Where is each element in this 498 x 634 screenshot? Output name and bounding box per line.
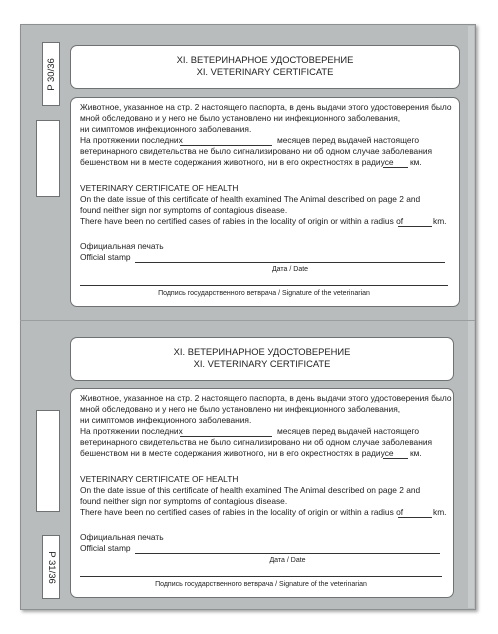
ru-radius-label: бешенством ни в месте содержания животного, ни в его окрестностях в радиусе: [80, 157, 394, 167]
radius-field-ru[interactable]: [383, 458, 408, 459]
ru-line: ни симптомов инфекционного заболевания.: [80, 124, 252, 134]
certificate-title-30: [70, 45, 460, 89]
certificate-body-31: [70, 388, 454, 598]
stamp-label-en: Official stamp: [80, 543, 131, 553]
ru-period-label: На протяжении последних: [80, 135, 183, 145]
photo-stub-31: [36, 410, 60, 512]
signature-field[interactable]: [80, 285, 448, 286]
en-line: found neither sign nor symptoms of contagious disease.: [80, 205, 288, 215]
radius-field-en[interactable]: [398, 226, 432, 227]
ru-period-label: На протяжении последних: [80, 426, 183, 436]
signature-field[interactable]: [80, 576, 442, 577]
ru-line: ветеринарного свидетельства не было сигнализировано ни об одном случае заболевания: [80, 437, 433, 447]
date-caption: Дата / Date: [271, 266, 309, 273]
en-line: found neither sign nor symptoms of contagious disease.: [80, 496, 288, 506]
signature-caption: Подпись государственного ветврача / Signature of the veterinarian: [158, 290, 370, 297]
title-en: XI. VETERINARY CERTIFICATE: [196, 66, 334, 77]
title-en: XI. VETERINARY CERTIFICATE: [193, 358, 331, 369]
ru-line: ни симптомов инфекционного заболевания.: [80, 415, 252, 425]
title-ru: XI. ВЕТЕРИНАРНОЕ УДОСТОВЕРЕНИЕ: [176, 54, 354, 65]
certificate-title-31: [70, 337, 454, 381]
ru-line: Животное, указанное на стр. 2 настоящего паспорта, в день выдачи этого удостоверения было: [80, 393, 452, 403]
page-edge: [468, 26, 474, 608]
ru-radius-unit: км.: [410, 157, 422, 167]
ru-radius-unit: км.: [410, 448, 422, 458]
stamp-label-en: Official stamp: [80, 252, 131, 262]
en-line: On the date issue of this certificate of health examined The Animal described on page 2 and: [80, 485, 421, 495]
date-caption: Дата / Date: [269, 557, 306, 564]
title-ru: XI. ВЕТЕРИНАРНОЕ УДОСТОВЕРЕНИЕ: [173, 346, 351, 357]
en-radius-label: There have been no certified cases of rabies in the locality of origin or within a radius of: [80, 216, 404, 226]
photo-stub-30: [36, 120, 60, 197]
ru-period-tail: месяцев перед выдачей настоящего: [277, 135, 420, 145]
en-radius-unit: km.: [433, 216, 447, 226]
ru-period-tail: месяцев перед выдачей настоящего: [277, 426, 420, 436]
certificate-body-30: [70, 97, 460, 307]
stamp-field[interactable]: [135, 262, 445, 263]
ru-line: Животное, указанное на стр. 2 настоящего паспорта, в день выдачи этого удостоверения было: [80, 102, 452, 112]
en-line: On the date issue of this certificate of health examined The Animal described on page 2 and: [80, 194, 421, 204]
stamp-field[interactable]: [135, 553, 440, 554]
ru-line: ветеринарного свидетельства не было сигнализировано ни об одном случае заболевания: [80, 146, 433, 156]
stamp-label-ru: Официальная печать: [80, 532, 164, 542]
radius-field-ru[interactable]: [383, 167, 408, 168]
page-number-label: P 30/36: [45, 57, 57, 91]
radius-field-en[interactable]: [398, 517, 432, 518]
ru-line: мной обследовано и у него не было установлено ни инфекционного заболевания,: [80, 113, 401, 123]
page-fold: [20, 320, 475, 321]
signature-caption: Подпись государственного ветврача / Signature of the veterinarian: [155, 581, 367, 588]
en-heading: VETERINARY CERTIFICATE OF HEALTH: [80, 474, 239, 484]
page-number-30: [42, 42, 60, 106]
en-heading: VETERINARY CERTIFICATE OF HEALTH: [80, 183, 239, 193]
stamp-label-ru: Официальная печать: [80, 241, 164, 251]
page-number-31: [42, 535, 60, 599]
page-number-label: P 31/36: [45, 550, 57, 584]
en-radius-unit: km.: [433, 507, 447, 517]
en-radius-label: There have been no certified cases of rabies in the locality of origin or within a radius of: [80, 507, 404, 517]
ru-radius-label: бешенством ни в месте содержания животного, ни в его окрестностях в радиусе: [80, 448, 394, 458]
ru-line: мной обследовано и у него не было установлено ни инфекционного заболевания,: [80, 404, 401, 414]
